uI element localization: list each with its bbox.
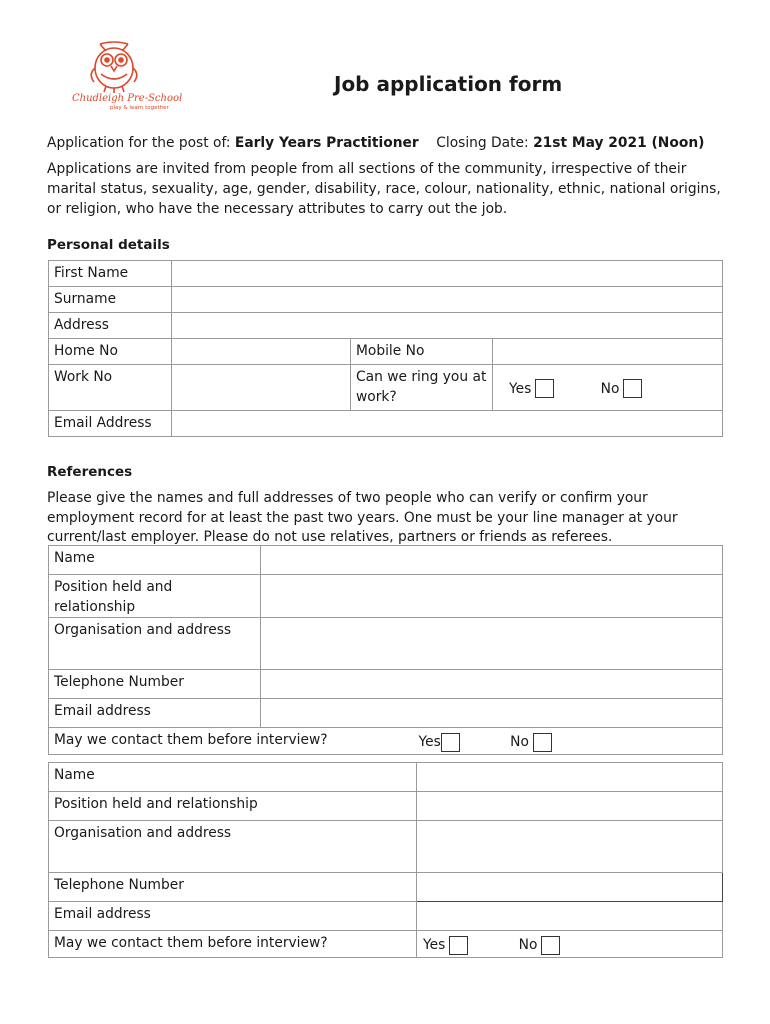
home-no-field[interactable] xyxy=(172,339,351,365)
ring-yes-checkbox[interactable] xyxy=(535,379,554,398)
ref2-email-label: Email address xyxy=(49,902,417,931)
ring-no-checkbox[interactable] xyxy=(623,379,642,398)
ref2-email-field[interactable] xyxy=(417,902,723,931)
ref2-contact-question: May we contact them before interview? xyxy=(49,931,417,958)
logo-text: Chudleigh Pre-School xyxy=(72,93,183,104)
first-name-label: First Name xyxy=(49,261,172,287)
ref2-position-field[interactable] xyxy=(417,792,723,821)
closing-value: 21st May 2021 (Noon) xyxy=(533,135,705,151)
email-label: Email Address xyxy=(49,411,172,437)
ref1-organisation-label: Organisation and address xyxy=(49,618,261,670)
address-label: Address xyxy=(49,313,172,339)
ref1-no-option xyxy=(510,732,552,752)
personal-details-table xyxy=(48,260,723,437)
work-no-label: Work No xyxy=(49,365,172,411)
ref2-position-label: Position held and relationship xyxy=(49,792,417,821)
ref1-yes-option xyxy=(419,732,460,752)
ref2-yes-option xyxy=(423,935,468,955)
post-label: Application for the post of: xyxy=(47,135,231,151)
ref2-name-label: Name xyxy=(49,763,417,792)
ref2-name-field[interactable] xyxy=(417,763,723,792)
ref1-contact-yes-no xyxy=(417,728,723,755)
ref1-no-label: No xyxy=(510,734,529,750)
intro-paragraph: Applications are invited from people from all sections of the community, irrespective of their marital status, sexuality, age, gender, disability, race, colour, nationality, ethnic, national origins, or religion, who have the necessary attributes to carry out the job. xyxy=(47,161,721,217)
email-field[interactable] xyxy=(172,411,723,437)
ref2-contact-yes-no xyxy=(417,931,723,958)
ref1-telephone-label: Telephone Number xyxy=(49,670,261,699)
page-title: Job application form xyxy=(334,72,563,96)
post-line xyxy=(47,135,704,151)
ref1-name-label: Name xyxy=(49,546,261,575)
post-value: Early Years Practitioner xyxy=(234,135,419,151)
ring-yes-no xyxy=(493,365,723,411)
preschool-logo xyxy=(60,38,183,116)
ref1-contact-question: May we contact them before interview? xyxy=(49,728,417,755)
reference-2-table xyxy=(48,762,723,958)
ref1-position-field[interactable] xyxy=(261,575,723,618)
reference-1-table xyxy=(48,545,723,755)
ref1-position-label: Position held and relationship xyxy=(49,575,261,618)
ref1-yes-checkbox[interactable] xyxy=(441,733,460,752)
ref2-telephone-label: Telephone Number xyxy=(49,873,417,902)
ref1-email-label: Email address xyxy=(49,699,261,728)
references-heading: References xyxy=(47,464,133,480)
ring-no-option xyxy=(601,379,643,399)
ref2-no-option xyxy=(519,935,561,955)
first-name-field[interactable] xyxy=(172,261,723,287)
ref2-yes-label: Yes xyxy=(423,937,446,953)
home-no-label: Home No xyxy=(49,339,172,365)
ring-yes-option xyxy=(509,379,554,399)
ref1-no-checkbox[interactable] xyxy=(533,733,552,752)
ref2-no-label: No xyxy=(518,937,538,953)
ref2-telephone-field[interactable] xyxy=(417,873,723,902)
closing-label: Closing Date: xyxy=(436,135,529,151)
surname-label: Surname xyxy=(49,287,172,313)
references-intro: Please give the names and full addresses of two people who can verify or confirm your employment record for at least the past two years. One must be your line manager at your current/last employer. Please do not use relatives, partners or friends as referees. xyxy=(47,490,678,545)
ref1-email-field[interactable] xyxy=(261,699,723,728)
ref2-organisation-field[interactable] xyxy=(417,821,723,873)
mobile-no-field[interactable] xyxy=(493,339,723,365)
personal-details-heading: Personal details xyxy=(47,237,170,253)
surname-field[interactable] xyxy=(172,287,723,313)
mobile-no-label: Mobile No xyxy=(351,339,493,365)
ref1-yes-label: Yes xyxy=(418,734,441,750)
ring-question: Can we ring you at work? xyxy=(351,365,493,411)
ref1-name-field[interactable] xyxy=(261,546,723,575)
ring-no-label: No xyxy=(600,380,620,397)
ref2-yes-checkbox[interactable] xyxy=(449,936,468,955)
logo-tagline: play & learn together xyxy=(110,105,169,111)
address-field[interactable] xyxy=(172,313,723,339)
ref2-no-checkbox[interactable] xyxy=(541,936,560,955)
ring-yes-label: Yes xyxy=(509,380,532,397)
work-no-field[interactable] xyxy=(172,365,351,411)
ref2-organisation-label: Organisation and address xyxy=(49,821,417,873)
ref1-organisation-field[interactable] xyxy=(261,618,723,670)
ref1-telephone-field[interactable] xyxy=(261,670,723,699)
